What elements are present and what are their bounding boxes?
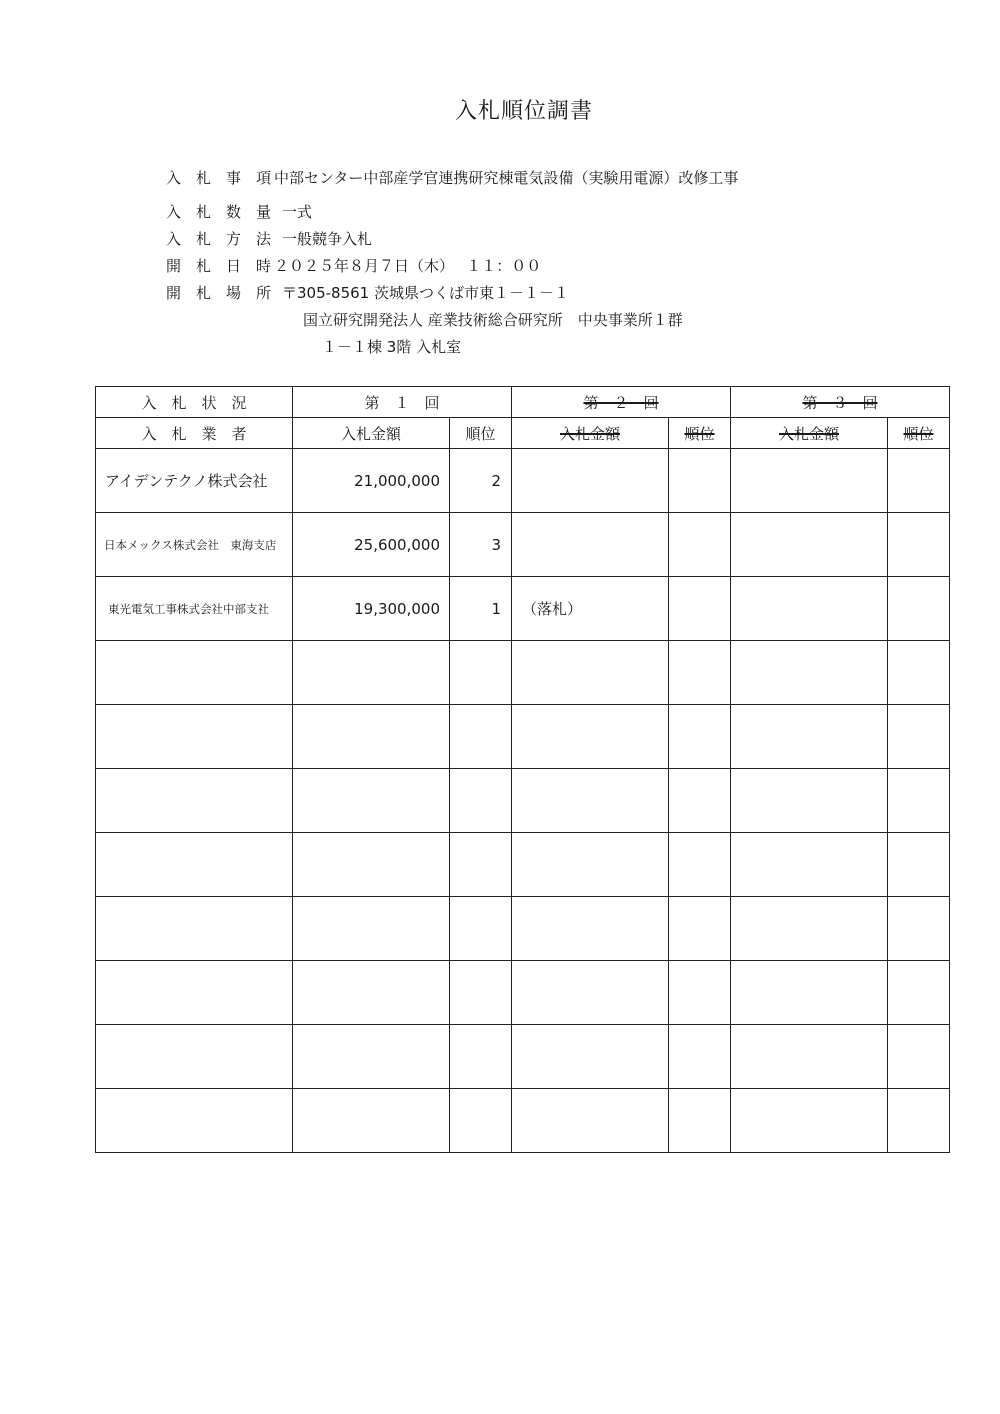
empty-cell	[293, 897, 450, 961]
table-row-empty	[96, 1089, 950, 1153]
empty-cell	[888, 641, 950, 705]
info-value: 一般競争入札	[282, 230, 373, 248]
bid-ranking-table	[95, 386, 950, 1153]
empty-cell	[731, 641, 888, 705]
bidder-name: 日本メックス株式会社 東海支店	[96, 513, 293, 577]
empty-cell	[512, 897, 669, 961]
empty-cell	[731, 833, 888, 897]
address-line-3: １－１棟 3階 入札室	[322, 338, 462, 356]
round-2-amount-header: 入札金額	[559, 424, 620, 443]
empty-cell	[450, 961, 512, 1025]
empty-cell	[669, 961, 731, 1025]
info-row-place	[166, 282, 569, 303]
round-3-header: 第 ３ 回	[802, 393, 878, 412]
empty-cell	[96, 833, 293, 897]
info-value: 中部センター中部産学官連携研究棟電気設備（実験用電源）改修工事	[274, 169, 739, 187]
empty-cell	[293, 1089, 450, 1153]
bidder-header: 入 札 業 者	[96, 418, 293, 449]
empty-cell	[731, 1025, 888, 1089]
empty-cell	[888, 833, 950, 897]
round-3-amount-header-cell	[731, 418, 888, 449]
empty-cell	[96, 705, 293, 769]
table-row	[96, 577, 950, 641]
empty-cell	[450, 769, 512, 833]
info-label: 入 札 数 量	[166, 203, 272, 221]
empty-cell	[512, 833, 669, 897]
empty-cell	[450, 1025, 512, 1089]
empty-cell	[96, 1089, 293, 1153]
bid-amount: 21,000,000	[293, 449, 450, 513]
empty-cell	[669, 897, 731, 961]
round-2-rank-header-cell	[669, 418, 731, 449]
round-2-amount	[512, 449, 669, 513]
round-3-rank-header-cell	[888, 418, 950, 449]
empty-cell	[669, 1089, 731, 1153]
empty-cell	[888, 961, 950, 1025]
table-row	[96, 449, 950, 513]
round-2-amount-header-cell	[512, 418, 669, 449]
empty-cell	[669, 769, 731, 833]
table-row-empty	[96, 897, 950, 961]
empty-cell	[96, 769, 293, 833]
bid-amount: 25,600,000	[293, 513, 450, 577]
info-row-item	[166, 167, 738, 188]
round-3-header-cell	[731, 387, 950, 418]
info-row-method	[166, 228, 372, 249]
empty-cell	[450, 705, 512, 769]
address-line-2: 国立研究開発法人 産業技術総合研究所 中央事業所１群	[303, 311, 683, 329]
empty-cell	[450, 641, 512, 705]
empty-cell	[512, 705, 669, 769]
empty-cell	[669, 1025, 731, 1089]
status-header: 入 札 状 況	[96, 387, 293, 418]
empty-cell	[731, 769, 888, 833]
info-label: 開 札 場 所	[166, 284, 272, 302]
bid-rank: 1	[450, 577, 512, 641]
round-2-amount	[512, 513, 669, 577]
bid-amount: 19,300,000	[293, 577, 450, 641]
empty-cell	[450, 833, 512, 897]
empty-cell	[731, 961, 888, 1025]
round-1-amount-header: 入札金額	[293, 418, 450, 449]
page-title: 入札順位調書	[454, 99, 593, 124]
info-label: 入 札 事 項	[166, 169, 272, 187]
empty-cell	[512, 1089, 669, 1153]
table-header-rounds	[96, 387, 950, 418]
round-2-rank	[669, 449, 731, 513]
empty-cell	[512, 769, 669, 833]
empty-cell	[293, 705, 450, 769]
empty-cell	[669, 705, 731, 769]
empty-cell	[450, 1089, 512, 1153]
round-3-rank	[888, 513, 950, 577]
empty-cell	[888, 769, 950, 833]
info-label: 開 札 日 時	[166, 257, 272, 275]
info-value: 〒305-8561 茨城県つくば市東１－１－１	[282, 284, 569, 302]
empty-cell	[888, 1025, 950, 1089]
empty-cell	[888, 1089, 950, 1153]
empty-cell	[96, 641, 293, 705]
info-row-datetime	[166, 255, 541, 276]
table-row-empty	[96, 833, 950, 897]
round-3-rank-header: 順位	[903, 424, 934, 443]
empty-cell	[96, 961, 293, 1025]
empty-cell	[293, 769, 450, 833]
empty-cell	[293, 833, 450, 897]
empty-cell	[293, 641, 450, 705]
round-1-header: 第 １ 回	[293, 387, 512, 418]
empty-cell	[669, 641, 731, 705]
round-2-rank-header: 順位	[684, 424, 715, 443]
table-row	[96, 513, 950, 577]
empty-cell	[888, 897, 950, 961]
table-row-empty	[96, 705, 950, 769]
info-value: 一式	[282, 203, 313, 221]
round-2-rank	[669, 513, 731, 577]
empty-cell	[293, 961, 450, 1025]
round-3-amount	[731, 449, 888, 513]
info-value: ２０２５年８月７日（木） １１：００	[274, 257, 542, 275]
round-3-rank	[888, 577, 950, 641]
round-3-amount-header: 入札金額	[778, 424, 839, 443]
bid-rank: 3	[450, 513, 512, 577]
empty-cell	[731, 1089, 888, 1153]
table-row-empty	[96, 641, 950, 705]
table-row-empty	[96, 1025, 950, 1089]
bidder-name: アイデンテクノ株式会社	[96, 449, 293, 513]
round-3-amount	[731, 513, 888, 577]
info-row-quantity	[166, 201, 312, 222]
empty-cell	[888, 705, 950, 769]
table-header-columns	[96, 418, 950, 449]
empty-cell	[96, 1025, 293, 1089]
round-2-rank	[669, 577, 731, 641]
award-note: （落札）	[512, 577, 669, 641]
empty-cell	[731, 897, 888, 961]
empty-cell	[450, 897, 512, 961]
round-1-rank-header: 順位	[450, 418, 512, 449]
bidder-name: 東光電気工事株式会社中部支社	[96, 577, 293, 641]
table-row-empty	[96, 769, 950, 833]
bid-rank: 2	[450, 449, 512, 513]
round-2-header-cell	[512, 387, 731, 418]
table-row-empty	[96, 961, 950, 1025]
round-2-header: 第 ２ 回	[583, 393, 659, 412]
empty-cell	[512, 641, 669, 705]
empty-cell	[512, 1025, 669, 1089]
info-label: 入 札 方 法	[166, 230, 272, 248]
empty-cell	[731, 705, 888, 769]
round-3-rank	[888, 449, 950, 513]
round-3-amount	[731, 577, 888, 641]
empty-cell	[293, 1025, 450, 1089]
empty-cell	[512, 961, 669, 1025]
empty-cell	[669, 833, 731, 897]
empty-cell	[96, 897, 293, 961]
